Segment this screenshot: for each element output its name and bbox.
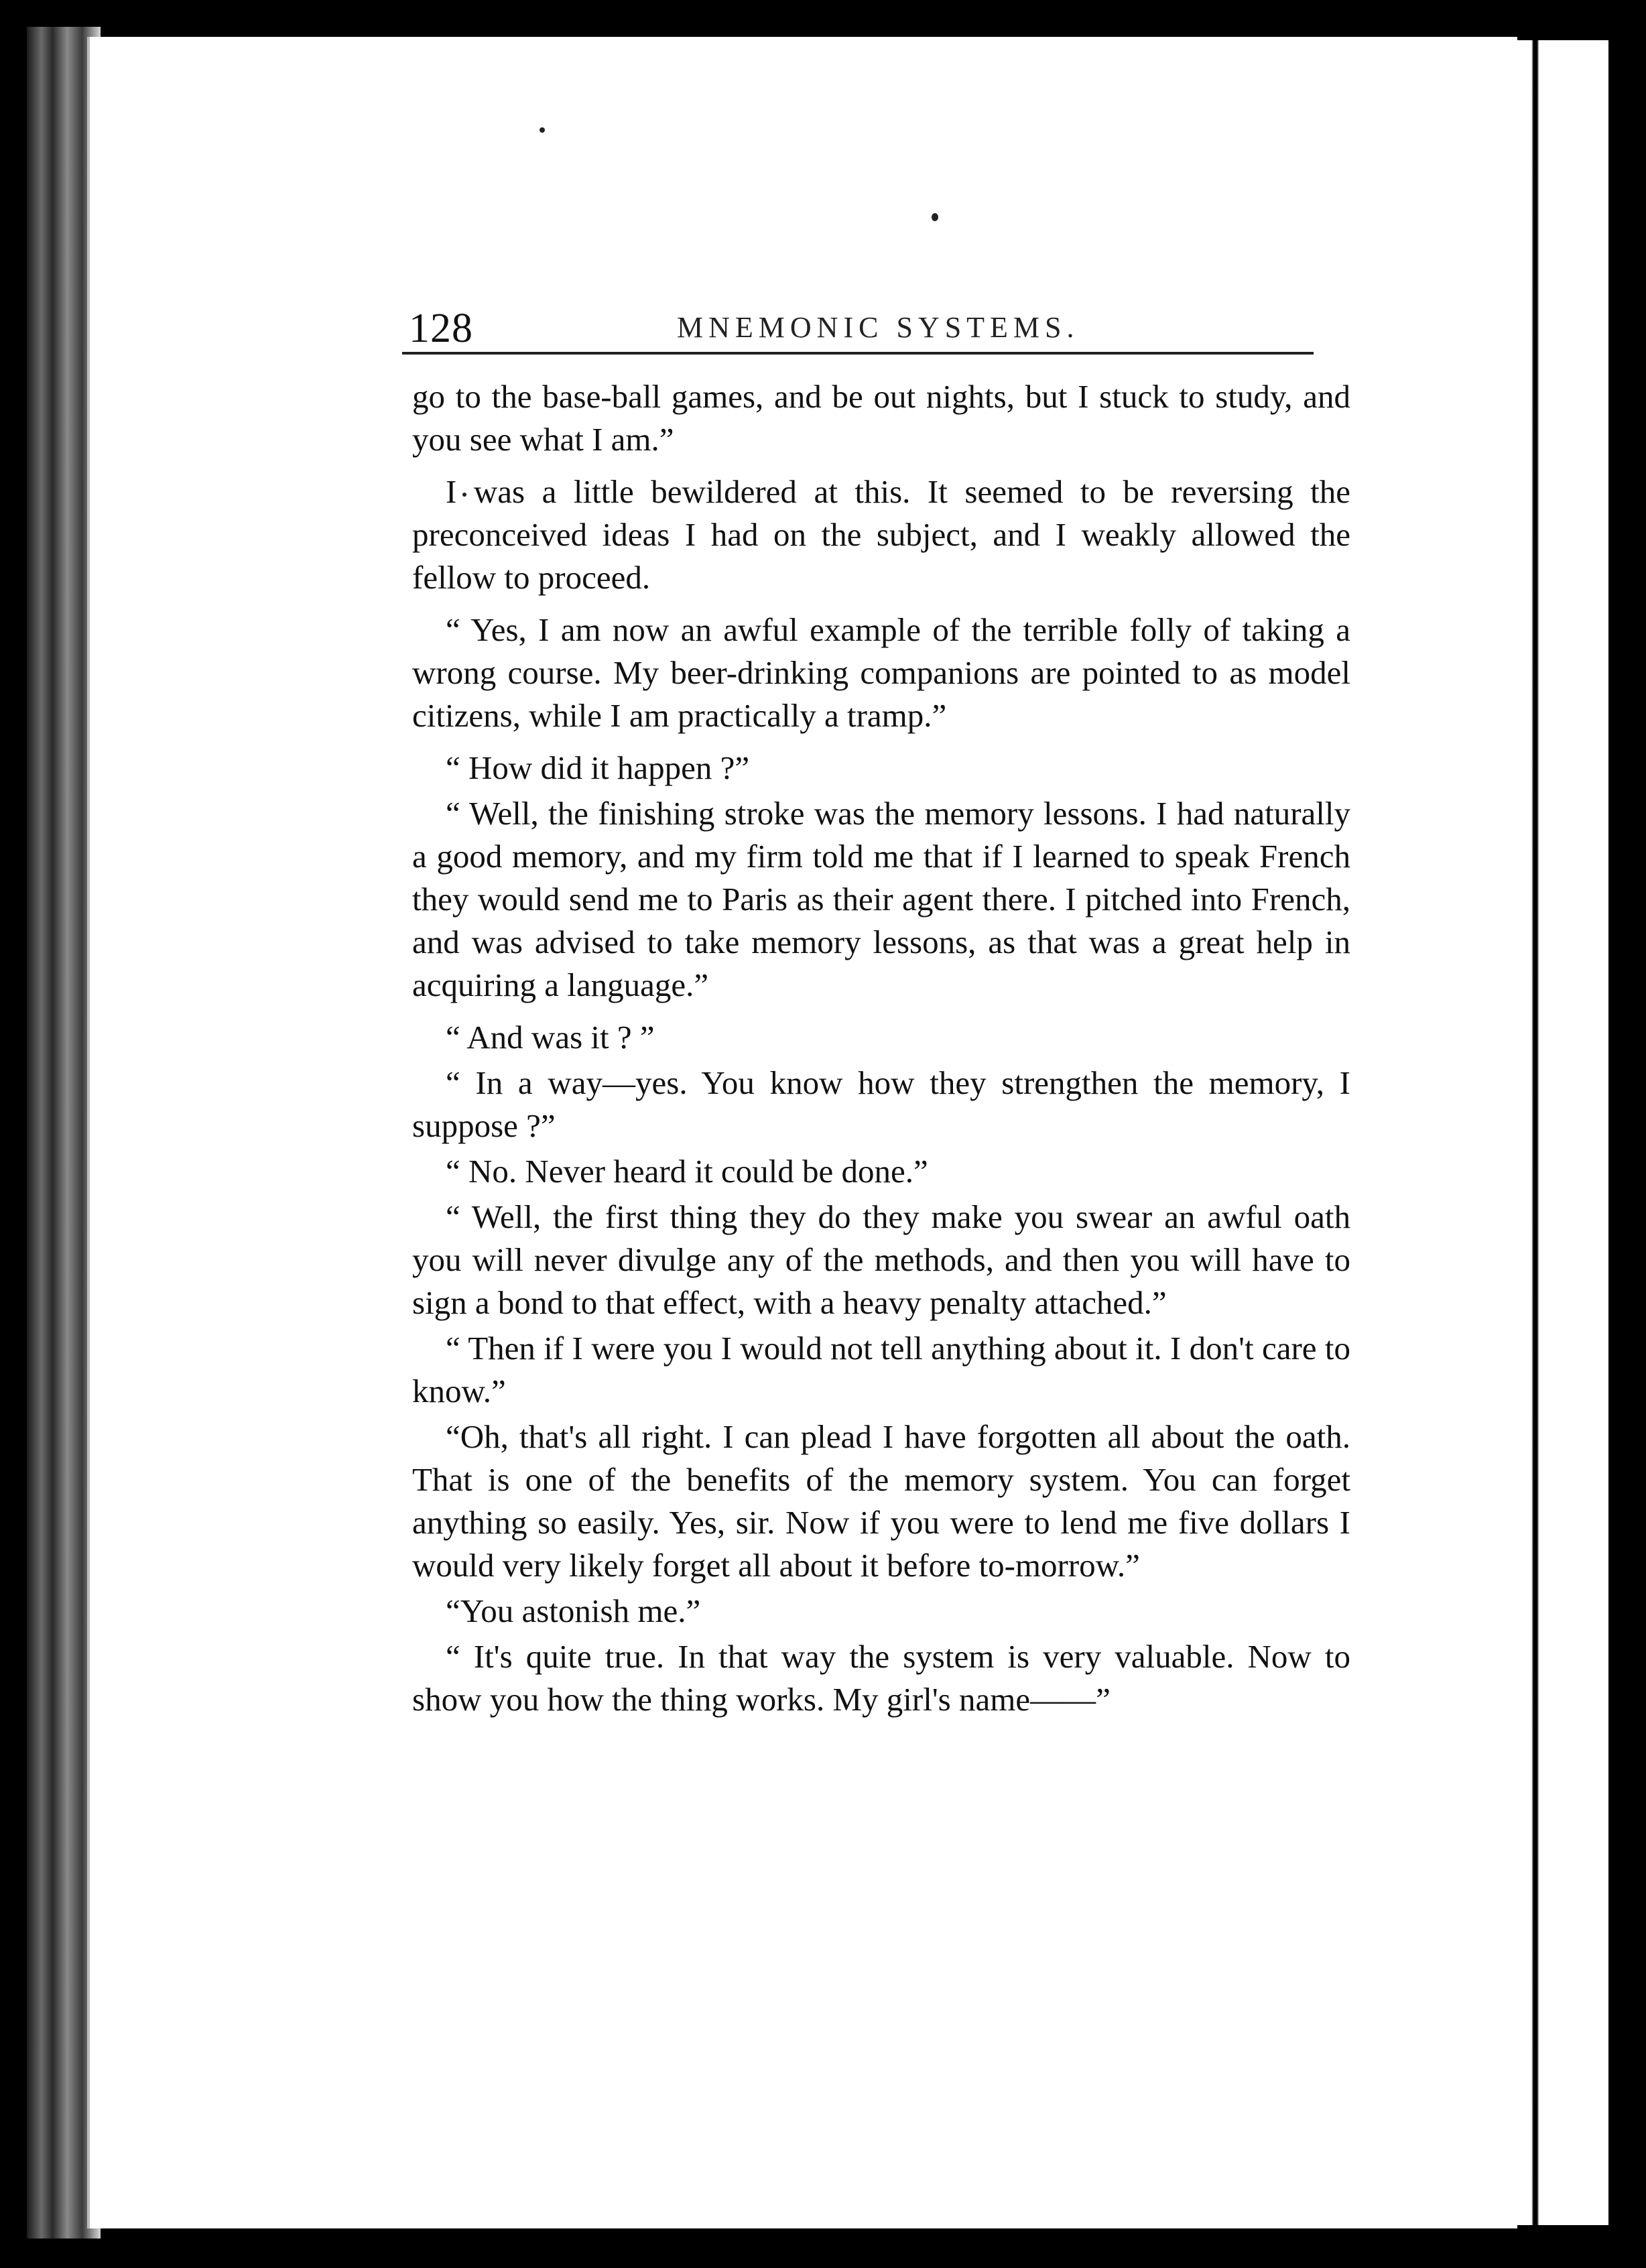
paragraph: “Oh, that's all right. I can plead I have forgotten all about the oath. That is one of the benefits of the memory system. You can forget anything so easily. Yes, sir. Now if you were to lend me five dollars I would very likely forget all about it before to-morrow.” [412,1418,1350,1584]
paragraph: “ It's quite true. In that way the system is very valuable. Now to show you how the thing works. My girl's name——” [412,1638,1350,1718]
paragraph: “ Yes, I am now an awful example of the terrible folly of taking a wrong course. My beer-drinking companions are pointed to as model citizens, while I am practically a tramp.” [412,611,1350,734]
paragraph: “ And was it ? ” [446,1019,655,1056]
paragraph: “ Then if I were you I would not tell anything about it. I don't care to know.” [412,1330,1350,1409]
paragraph: go to the base-ball games, and be out nights, but I stuck to study, and you see what I am.” [412,378,1350,458]
paragraph: “ How did it happen ?” [446,749,750,786]
print-speck [540,127,545,133]
paragraph: “ In a way—yes. You know how they strengthen the memory, I suppose ?” [412,1064,1350,1144]
running-title: MNEMONIC SYSTEMS. [677,311,1080,344]
paragraph: “ Well, the finishing stroke was the memory lessons. I had naturally a good memory, and my firm told me that if I learned to speak French they would send me to Paris as their agent there. I pitched into French, and was advised to take memory lessons, as that was a great help in acquiring a language.” [412,795,1350,1003]
body-text [412,375,1350,1724]
paragraph: “ No. Never heard it could be done.” [446,1153,928,1190]
print-speck [932,213,938,221]
paragraph: “ Well, the first thing they do they make you swear an awful oath you will never divulge any of the methods, and then you will have to sign a bond to that effect, with a heavy penalty attached.” [412,1198,1350,1321]
book-fore-edge [1515,40,1608,2225]
paragraph: “You astonish me.” [446,1592,701,1629]
header-rule [402,352,1314,355]
page-number: 128 [409,306,473,351]
paragraph: I was a little bewildered at this. It seemed to be reversing the preconceived ideas I had on the subject, and I weakly allowed the fellow to proceed. [412,473,1350,596]
running-head [409,305,1314,359]
